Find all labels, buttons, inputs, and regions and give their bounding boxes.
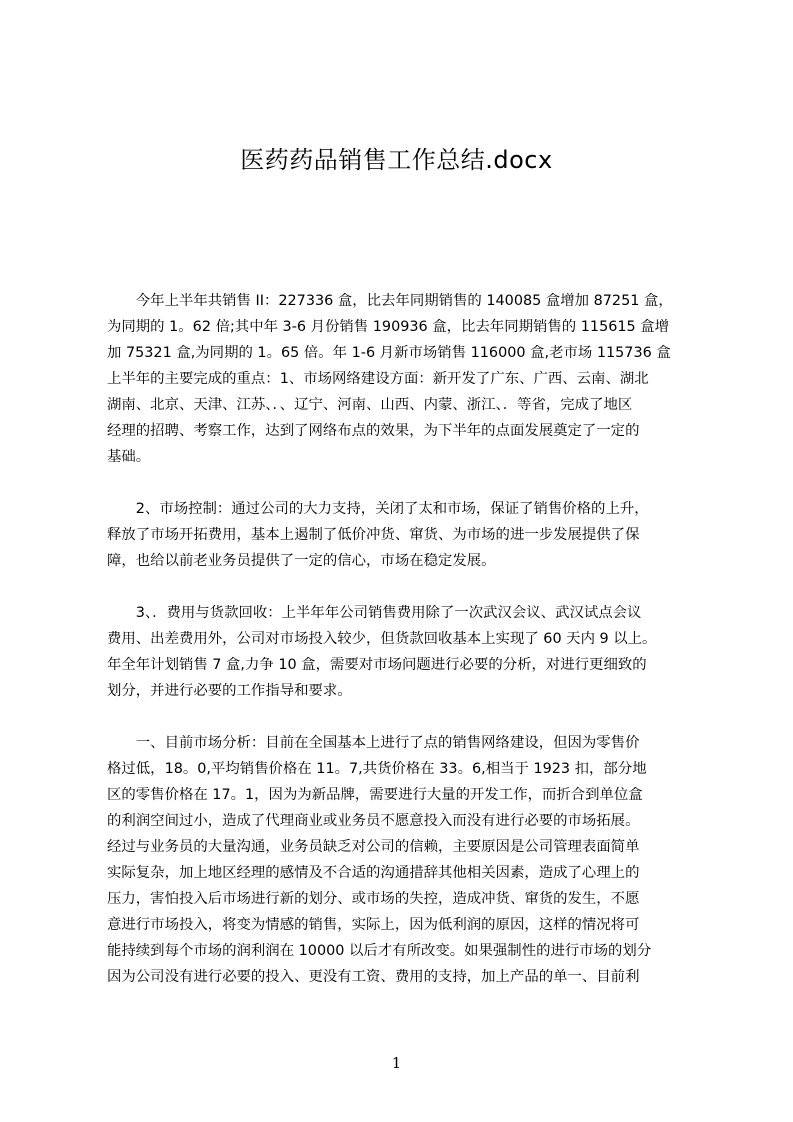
text-line: 湖南、北京、天津、江苏、．、辽宁、河南、山西、内蒙、浙江、．等省，完成了地区 [107, 397, 633, 413]
text-line: 一、目前市场分析：目前在全国基本上进行了点的销售网络建设，但因为零售价 [107, 735, 640, 751]
text-line: 今年上半年共销售 II：227336 盒，比去年同期销售的 140085 盒增加 87251 盒， [107, 293, 673, 309]
text-line: 意进行市场投入，将变为情感的销售，实际上，因为低利润的原因，这样的情况将可 [107, 917, 640, 933]
text-line: 上半年的主要完成的重点：1、市场网络建设方面：新开发了广东、广西、云南、湖北 [107, 371, 649, 387]
document-body [107, 288, 697, 1016]
text-line: 区的零售价格在 17。1，因为为新品牌，需要进行大量的开发工作，而折合到单位盒 [107, 787, 643, 803]
text-line: 经理的招聘、考察工作，达到了网络布点的效果，为下半年的点面发展奠定了一定的 [107, 423, 640, 439]
text-line: 为同期的 1。62 倍;其中年 3-6 月份销售 190936 盒，比去年同期销售的 115615 盒增 [107, 319, 670, 335]
paragraph-2 [107, 496, 697, 574]
text-line: 划分，并进行必要的工作指导和要求。 [107, 683, 352, 699]
text-line: 因为公司没有进行必要的投入、更没有工资、费用的支持，加上产品的单一、目前利 [107, 969, 640, 985]
page-number: 1 [391, 1054, 402, 1072]
text-line: 的利润空间过小，造成了代理商业或业务员不愿意投入而没有进行必要的市场拓展。 [107, 813, 640, 829]
text-line: 加 75321 盒,为同期的 1。65 倍。年 1-6 月新市场销售 116000 盒,老市场 115736 盒 [107, 345, 671, 361]
text-line: 障，也给以前老业务员提供了一定的信心，市场在稳定发展。 [107, 553, 496, 569]
text-line: 格过低，18。0,平均销售价格在 11。7,共货价格在 33。6,相当于 1923 扣，部分地 [107, 761, 647, 777]
text-line: 基础。 [107, 449, 151, 465]
paragraph-4 [107, 730, 697, 990]
text-line: 2、市场控制：通过公司的大力支持，关闭了太和市场，保证了销售价格的上升， [107, 501, 649, 517]
text-line: 年全年计划销售 7 盒,力争 10 盒，需要对市场问题进行必要的分析，对进行更细致的 [107, 657, 647, 673]
text-line: 3、．费用与货款回收：上半年年公司销售费用除了一次武汉会议、武汉试点会议 [107, 605, 642, 621]
paragraph-1 [107, 288, 697, 470]
text-line: 能持续到每个市场的润利润在 10000 以后才有所改变。如果强制性的进行市场的划分 [107, 943, 652, 959]
text-line: 经过与业务员的大量沟通，业务员缺乏对公司的信赖，主要原因是公司管理表面简单 [107, 839, 640, 855]
document-title: 医药药品销售工作总结.docx [240, 146, 553, 174]
text-line: 实际复杂，加上地区经理的感情及不合适的沟通措辞其他相关因素，造成了心理上的 [107, 865, 640, 881]
text-line: 费用、出差费用外，公司对市场投入较少，但货款回收基本上实现了 60 天内 9 以上。 [107, 631, 657, 647]
paragraph-3 [107, 600, 697, 704]
text-line: 释放了市场开拓费用，基本上遏制了低价冲货、窜货、为市场的进一步发展提供了保 [107, 527, 640, 543]
text-line: 压力，害怕投入后市场进行新的划分、或市场的失控，造成冲货、窜货的发生，不愿 [107, 891, 640, 907]
